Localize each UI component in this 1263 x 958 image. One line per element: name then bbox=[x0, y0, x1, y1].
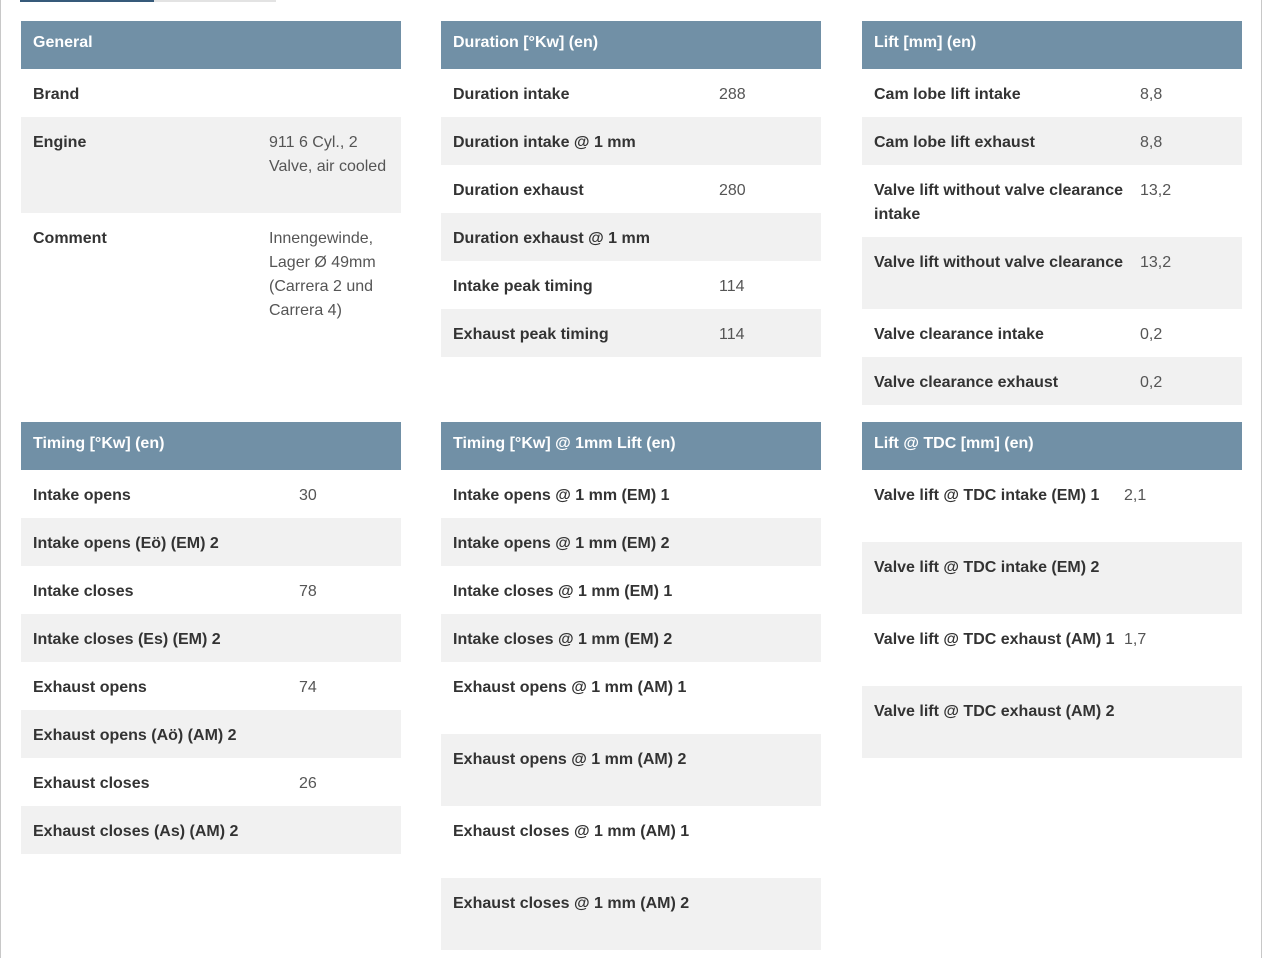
row-label: Comment bbox=[33, 230, 107, 247]
row-label: Duration intake bbox=[453, 86, 570, 103]
row-value: 8,8 bbox=[1140, 134, 1163, 151]
row-value bbox=[1124, 700, 1230, 747]
row-label: Exhaust closes @ 1 mm (AM) 1 bbox=[453, 823, 690, 840]
table-row bbox=[441, 213, 821, 261]
row-label: Brand bbox=[33, 86, 80, 103]
table-row bbox=[441, 470, 821, 518]
active-tab-indicator[interactable] bbox=[20, 0, 154, 2]
row-value bbox=[299, 820, 389, 843]
table-row bbox=[21, 470, 401, 518]
table-row bbox=[21, 614, 401, 662]
row-value bbox=[719, 131, 809, 154]
row-value bbox=[1124, 556, 1230, 603]
row-value: 1,7 bbox=[1124, 631, 1147, 648]
row-value: 30 bbox=[299, 487, 317, 504]
row-value bbox=[703, 748, 809, 795]
frame-border-left bbox=[0, 0, 1, 958]
row-label: Intake closes @ 1 mm (EM) 2 bbox=[453, 631, 673, 648]
table-row bbox=[862, 542, 1242, 614]
table-row bbox=[862, 117, 1242, 165]
table-row bbox=[21, 710, 401, 758]
row-label: Exhaust opens @ 1 mm (AM) 2 bbox=[453, 751, 687, 768]
row-value: 0,2 bbox=[1140, 374, 1163, 391]
row-label: Exhaust closes (As) (AM) 2 bbox=[33, 823, 239, 840]
row-value bbox=[299, 724, 389, 747]
row-label: Valve lift @ TDC intake (EM) 2 bbox=[874, 559, 1100, 576]
table-row bbox=[441, 309, 821, 357]
row-value: 0,2 bbox=[1140, 326, 1163, 343]
panel-title: Lift [mm] (en) bbox=[862, 21, 1242, 69]
row-value: 13,2 bbox=[1140, 254, 1172, 271]
row-value: 2,1 bbox=[1124, 487, 1147, 504]
table-row bbox=[441, 518, 821, 566]
row-label: Exhaust closes @ 1 mm (AM) 2 bbox=[453, 895, 690, 912]
row-value bbox=[299, 532, 389, 555]
table-row bbox=[862, 237, 1242, 309]
row-label: Valve lift @ TDC exhaust (AM) 2 bbox=[874, 703, 1115, 720]
row-label: Cam lobe lift intake bbox=[874, 86, 1021, 103]
table-row bbox=[441, 878, 821, 950]
row-label: Intake opens @ 1 mm (EM) 2 bbox=[453, 535, 670, 552]
general-panel bbox=[21, 21, 401, 357]
row-label: Cam lobe lift exhaust bbox=[874, 134, 1035, 151]
table-row bbox=[862, 165, 1242, 237]
table-row bbox=[21, 69, 401, 117]
row-value: 288 bbox=[719, 86, 746, 103]
row-value bbox=[719, 227, 809, 250]
row-label: Valve clearance exhaust bbox=[874, 374, 1059, 391]
row-value bbox=[299, 628, 389, 651]
row-label: Intake opens bbox=[33, 487, 131, 504]
panel-title: General bbox=[21, 21, 401, 69]
row-label: Valve lift without valve clearance bbox=[874, 254, 1123, 271]
panel-title: Timing [°Kw] @ 1mm Lift (en) bbox=[441, 422, 821, 470]
table-row bbox=[21, 117, 401, 213]
panel-title: Duration [°Kw] (en) bbox=[441, 21, 821, 69]
table-row bbox=[21, 213, 401, 357]
tab-strip bbox=[20, 0, 276, 2]
row-label: Duration exhaust @ 1 mm bbox=[453, 230, 650, 247]
row-label: Intake peak timing bbox=[453, 278, 593, 295]
row-label: Intake opens @ 1 mm (EM) 1 bbox=[453, 487, 670, 504]
row-label: Duration intake @ 1 mm bbox=[453, 134, 636, 151]
row-label: Valve lift @ TDC intake (EM) 1 bbox=[874, 487, 1100, 504]
lift-tdc-panel bbox=[862, 422, 1242, 758]
table-row bbox=[441, 165, 821, 213]
table-row bbox=[441, 662, 821, 734]
timing-1mm-panel bbox=[441, 422, 821, 950]
row-value: 114 bbox=[719, 326, 745, 343]
row-value: 26 bbox=[299, 775, 317, 792]
row-value: 280 bbox=[719, 182, 746, 199]
row-label: Exhaust opens bbox=[33, 679, 147, 696]
row-value bbox=[703, 676, 809, 723]
table-row bbox=[21, 518, 401, 566]
table-row bbox=[862, 470, 1242, 542]
row-value bbox=[703, 580, 809, 603]
row-value: 8,8 bbox=[1140, 86, 1163, 103]
table-row bbox=[21, 566, 401, 614]
panel-title: Lift @ TDC [mm] (en) bbox=[862, 422, 1242, 470]
table-row bbox=[441, 117, 821, 165]
table-row bbox=[862, 686, 1242, 758]
row-label: Intake closes @ 1 mm (EM) 1 bbox=[453, 583, 673, 600]
row-label: Intake closes bbox=[33, 583, 134, 600]
row-label: Duration exhaust bbox=[453, 182, 584, 199]
timing-panel bbox=[21, 422, 401, 854]
table-row bbox=[441, 566, 821, 614]
table-row bbox=[441, 806, 821, 878]
row-value bbox=[703, 628, 809, 651]
row-label: Engine bbox=[33, 134, 87, 151]
frame-border-right bbox=[1261, 0, 1262, 958]
table-row bbox=[21, 758, 401, 806]
table-row bbox=[441, 261, 821, 309]
row-value bbox=[703, 532, 809, 555]
row-label: Valve clearance intake bbox=[874, 326, 1044, 343]
duration-panel bbox=[441, 21, 821, 357]
row-value: 74 bbox=[299, 679, 317, 696]
row-label: Exhaust opens (Aö) (AM) 2 bbox=[33, 727, 237, 744]
row-label: Intake closes (Es) (EM) 2 bbox=[33, 631, 221, 648]
row-value: 13,2 bbox=[1140, 182, 1172, 199]
table-row bbox=[21, 806, 401, 854]
row-value: 78 bbox=[299, 583, 317, 600]
row-label: Valve lift @ TDC exhaust (AM) 1 bbox=[874, 631, 1115, 648]
table-row bbox=[862, 69, 1242, 117]
table-row bbox=[862, 357, 1242, 405]
row-value bbox=[703, 892, 809, 939]
table-row bbox=[441, 734, 821, 806]
table-row bbox=[862, 309, 1242, 357]
row-value: 114 bbox=[719, 278, 745, 295]
row-label: Exhaust peak timing bbox=[453, 326, 609, 343]
row-label: Exhaust opens @ 1 mm (AM) 1 bbox=[453, 679, 687, 696]
row-value bbox=[703, 820, 809, 867]
row-value bbox=[703, 484, 809, 507]
row-value: 911 6 Cyl., 2 Valve, air cooled bbox=[269, 134, 387, 175]
lift-panel bbox=[862, 21, 1242, 405]
row-label: Intake opens (Eö) (EM) 2 bbox=[33, 535, 219, 552]
table-row bbox=[862, 614, 1242, 686]
row-label: Valve lift without valve clearance intake bbox=[874, 182, 1123, 223]
table-row bbox=[441, 614, 821, 662]
row-value: Innengewinde, Lager Ø 49mm (Carrera 2 und Carrera 4) bbox=[269, 230, 376, 319]
row-value bbox=[269, 83, 389, 106]
table-row bbox=[21, 662, 401, 710]
panel-title: Timing [°Kw] (en) bbox=[21, 422, 401, 470]
table-row bbox=[441, 69, 821, 117]
row-label: Exhaust closes bbox=[33, 775, 150, 792]
